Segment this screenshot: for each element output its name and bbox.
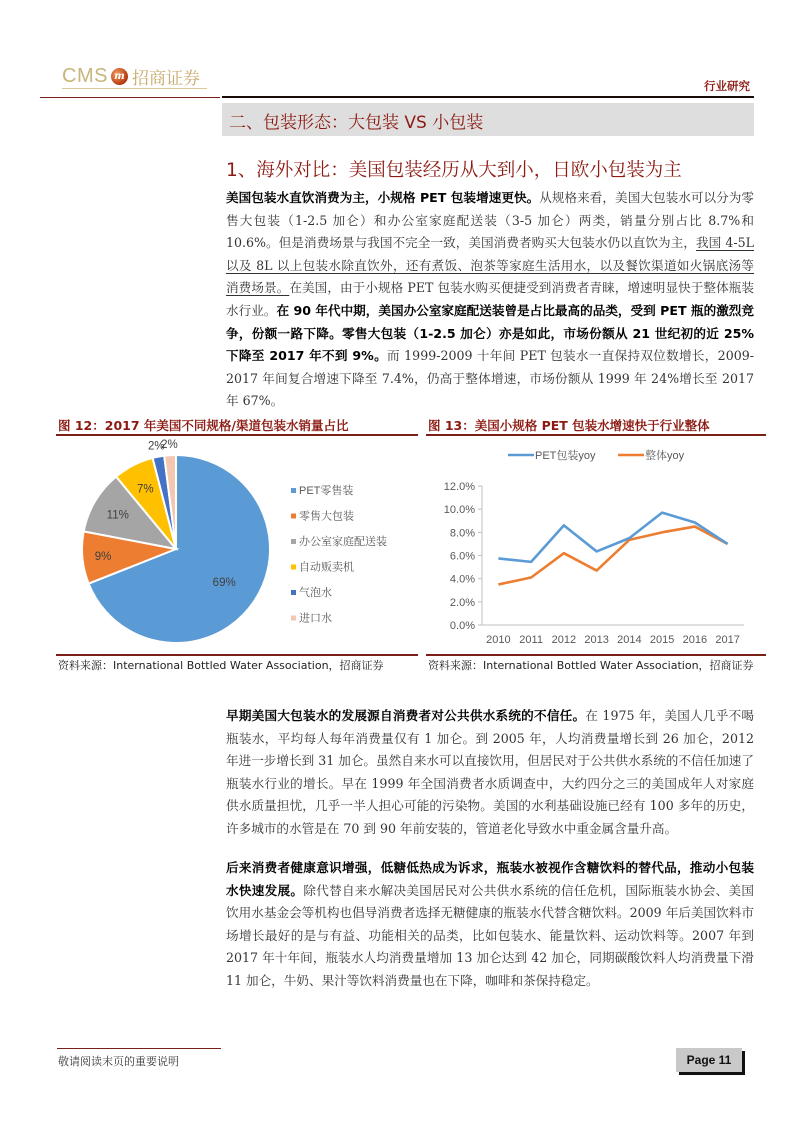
legend-swatch	[291, 539, 296, 544]
y-tick-label: 0.0%	[449, 620, 475, 632]
legend-entry: 自动贩卖机	[299, 561, 354, 574]
figure-13-source-rule	[426, 654, 766, 656]
pie-slices	[82, 455, 270, 643]
y-tick-label: 12.0%	[443, 481, 475, 493]
legend-swatch	[291, 514, 296, 519]
pie-data-label: 9%	[94, 550, 112, 563]
figure-13-title-rule	[426, 434, 766, 436]
paragraph-3	[226, 857, 754, 993]
pie-data-label: 11%	[106, 509, 129, 522]
y-tick-label: 2.0%	[449, 596, 475, 609]
paragraph-1-text-3: 而 1999-2009 十年间 PET 包装水一直保持双位数增长，2009-2017 年间复合增速下降至 7.4%，仍高于整体增速，市场份额从 1999 年 24%增长至 2017 年 67%。	[226, 348, 754, 409]
legend-swatch	[291, 590, 296, 595]
y-tick-label: 4.0%	[449, 573, 475, 586]
figure-12-source: 资料来源：International Bottled Water Association，招商证券	[58, 659, 384, 672]
x-tick-label: 2014	[617, 634, 642, 646]
figure-12-title: 图 12：2017 年美国不同规格/渠道包装水销量占比	[58, 418, 349, 433]
line-series	[498, 513, 727, 585]
legend-swatch	[291, 565, 296, 570]
logo-text: CMS	[62, 64, 108, 87]
section-tag: 行业研究	[704, 79, 750, 93]
paragraph-2-lead: 早期美国大包装水的发展源自消费者对公共供水系统的不信任。	[226, 708, 586, 723]
company-logo	[62, 62, 200, 90]
footer-divider	[57, 1048, 221, 1049]
line-axes	[444, 481, 744, 646]
x-tick-label: 2017	[715, 634, 740, 646]
paragraph-2-text: 在 1975 年，美国人几乎不喝瓶装水，平均每人每年消费量仅有 1 加仑。到 2005 年，人均消费量增长到 26 加仑，2012 年进一步增长到 31 加仑。虽然自来水可以直接饮用，但居民对于公共供水系统的不信任加速了瓶装水行业的增长。早在 1999 年全国消费者水质调查中，大约四分之三的美国成年人对家庭供水质量担忧，几乎一半人担心可能的污染物。美国的水利基础设施已经有 100 多年的历史，许多城市的水管是在 70 到 90 年前安装的，管道老化导致水中重金属含量升高。	[226, 708, 754, 836]
logo-underline	[62, 88, 207, 89]
legend-entry: 办公室家庭配送装	[299, 536, 387, 548]
page-number: Page 11	[676, 1048, 742, 1072]
pie-data-label: 7%	[136, 483, 154, 496]
paragraph-1-bold-2: 在 90 年代中期，美国办公室家庭配送装曾是占比最高的品类，受到 PET 瓶的激烈竞争，份额一路下降。零售大包装（1-2.5 加仑）亦是如此，市场份额从 21 世纪初的近 25%下降至 2017 年不到 9%。	[226, 302, 754, 364]
x-tick-label: 2011	[519, 634, 543, 646]
line-chart	[426, 438, 766, 652]
header-divider-left	[40, 97, 220, 98]
pie-legend	[291, 483, 387, 625]
x-tick-label: 2016	[682, 634, 708, 646]
footer-disclaimer-note: 敬请阅读末页的重要说明	[58, 1055, 179, 1068]
paragraph-1-text-2: 在美国，由于小规格 PET 包装水购买便捷受到消费者青睐，增速明显快于整体瓶装水行业。	[226, 280, 755, 318]
pie-data-label: 2%	[147, 440, 165, 453]
header-divider-right	[222, 96, 754, 98]
x-tick-label: 2015	[649, 634, 675, 646]
paragraph-3-text: 除代替自来水解决美国居民对公共供水系统的信任危机，国际瓶装水协会、美国饮用水基金会等机构也倡导消费者选择无糖健康的瓶装水代替含糖饮料。2009 年后美国饮料市场增长最好的是与有益、功能相关的品类，比如包装水、能量饮料、运动饮料等。2007 年到 2017 年十年间，瓶装水人均消费量增加 13 加仑达到 42 加仑，同期碳酸饮料人均消费量下滑 11 加仑，牛奶、果汁等饮料消费量也在下降，咖啡和茶保持稳定。	[226, 882, 755, 988]
section-title: 二、包装形态：大包装 VS 小包装	[229, 113, 484, 133]
legend-entry: 零售大包装	[299, 510, 354, 523]
subsection-title: 1、海外对比：美国包装经历从大到小，日欧小包装为主	[226, 160, 682, 181]
figure-12-title-rule	[56, 434, 418, 436]
paragraph-1-text: 从规格来看，美国大包装水可以分为零售大包装（1-2.5 加仑）和办公室家庭配送装（3-5 加仑）两类，销量分别占比 8.7%和 10.6%。但是消费场景与我国不完全一致，美国消费者购买大包装水仍以直饮为主，	[226, 190, 754, 251]
paragraph-3-lead: 后来消费者健康意识增强，低糖低热成为诉求，瓶装水被视作含糖饮料的替代品，推动小包装水快速发展。	[226, 860, 754, 898]
pie-data-label: 69%	[212, 576, 236, 589]
y-tick-label: 10.0%	[443, 504, 475, 517]
paragraph-1-lead: 美国包装水直饮消费为主，小规格 PET 包装增速更快。	[226, 190, 540, 205]
y-tick-label: 8.0%	[449, 527, 475, 540]
logo-chinese-name: 招商证券	[131, 68, 200, 89]
legend-swatch	[291, 488, 296, 493]
legend-entry: 气泡水	[299, 587, 332, 599]
paragraph-2	[226, 705, 754, 841]
legend-entry: PET包装yoy	[535, 450, 596, 462]
figure-12-source-rule	[56, 654, 418, 656]
figure-13-title: 图 13：美国小规格 PET 包装水增速快于行业整体	[428, 418, 710, 433]
series-line	[498, 527, 727, 585]
x-tick-label: 2013	[584, 634, 609, 646]
line-legend	[508, 448, 685, 462]
legend-swatch	[291, 616, 296, 621]
legend-entry: PET零售装	[299, 485, 354, 497]
figure-13-source: 资料来源：International Bottled Water Association，招商证券	[428, 659, 754, 672]
pie-data-label: 2%	[161, 438, 178, 451]
pie-chart	[56, 438, 418, 652]
paragraph-1-underlined: 我国 4-5L 以及 8L 以上包装水除直饮外，还有煮饭、泡茶等家庭生活用水，以及餐饮渠道如火锅底汤等消费场景。	[226, 235, 754, 296]
legend-entry: 进口水	[299, 612, 332, 625]
x-tick-label: 2012	[551, 634, 577, 646]
logo-mark-icon: m	[111, 68, 128, 85]
x-tick-label: 2010	[486, 634, 511, 646]
y-tick-label: 6.0%	[449, 550, 475, 563]
paragraph-1	[226, 187, 754, 413]
legend-entry: 整体yoy	[645, 450, 685, 462]
